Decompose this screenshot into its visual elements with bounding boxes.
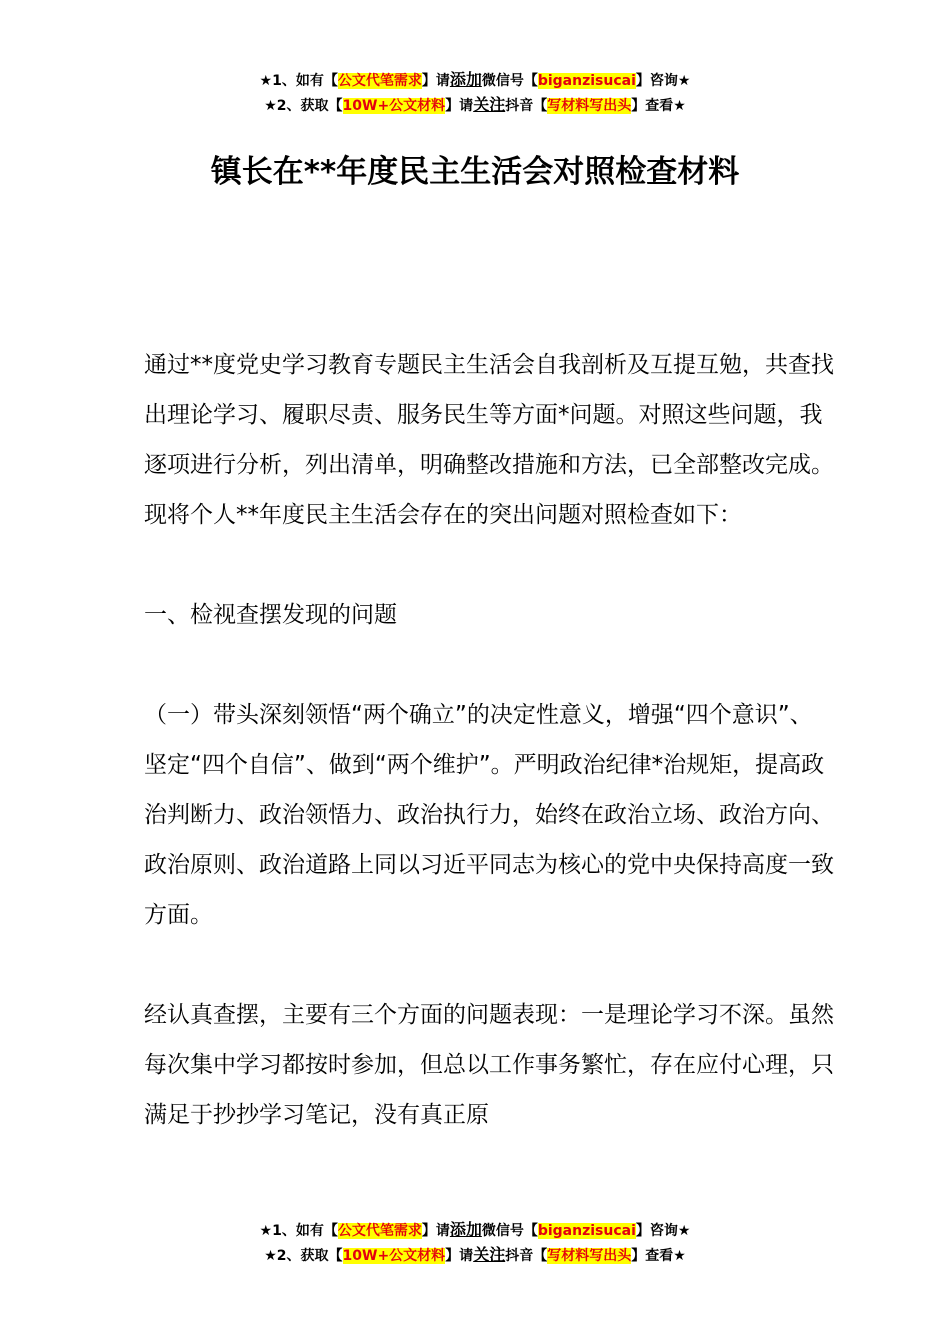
promo-text: 】咨询★	[635, 1223, 691, 1239]
promo-line-2	[0, 1243, 950, 1268]
promo-text: 微信号【	[481, 1223, 538, 1239]
promo-text: ★2、获取【	[264, 98, 343, 114]
document-title: 镇长在**年度民主生活会对照检查材料	[210, 154, 740, 190]
promo-text: 】请	[421, 73, 450, 89]
promo-emphasis: 关注	[473, 1245, 506, 1264]
promo-text: 】查看★	[631, 98, 686, 114]
promo-line-1	[0, 68, 950, 93]
promo-text: ★1、如有【	[259, 1223, 338, 1239]
paragraph-intro: 通过**度党史学习教育专题民主生活会自我剖析及互提互勉，共查找出理论学习、履职尽责、服务民生等方面*问题。对照这些问题，我逐项进行分析，列出清单，明确整改措施和方法，已全部整改完成。现将个人**年度民主生活会存在的突出问题对照检查如下：	[144, 352, 834, 528]
promo-text: ★1、如有【	[259, 73, 338, 89]
promo-text: 】请	[445, 1248, 474, 1264]
promo-text: 抖音【	[505, 98, 548, 114]
section-heading: 一、检视查摆发现的问题	[144, 602, 397, 628]
promo-text: 】咨询★	[635, 73, 691, 89]
promo-text: 】请	[445, 98, 474, 114]
promo-text: 】查看★	[631, 1248, 686, 1264]
promo-highlight: 公文代笔需求	[337, 1223, 422, 1239]
paragraph-subsection-1: （一）带头深刻领悟“两个确立”的决定性意义，增强“四个意识”、坚定“四个自信”、做到“两个维护”。严明政治纪律*治规矩，提高政治判断力、政治领悟力、政治执行力，始终在政治立场、政治方向、政治原则、政治道路上同以习近平同志为核心的党中央保持高度一致方面。	[144, 702, 834, 928]
promo-emphasis: 添加	[449, 70, 482, 89]
promo-highlight: 10W+公文材料	[342, 98, 446, 114]
promo-highlight: 10W+公文材料	[342, 1248, 446, 1264]
promo-highlight: 写材料写出头	[547, 98, 632, 114]
promo-text: 抖音【	[505, 1248, 548, 1264]
document-body	[144, 340, 834, 1190]
paragraph-findings: 经认真查摆，主要有三个方面的问题表现：一是理论学习不深。虽然每次集中学习都按时参加，但总以工作事务繁忙，存在应付心理，只满足于抄抄学习笔记，没有真正原	[144, 1002, 834, 1128]
promo-text: ★2、获取【	[264, 1248, 343, 1264]
promo-highlight: biganzisucai	[537, 73, 636, 89]
promo-highlight: 写材料写出头	[547, 1248, 632, 1264]
promo-highlight: 公文代笔需求	[337, 73, 422, 89]
promo-header	[0, 68, 950, 118]
promo-emphasis: 关注	[473, 95, 506, 114]
promo-text: 微信号【	[481, 73, 538, 89]
promo-emphasis: 添加	[449, 1220, 482, 1239]
promo-footer	[0, 1218, 950, 1268]
promo-line-1	[0, 1218, 950, 1243]
promo-text: 】请	[421, 1223, 450, 1239]
promo-line-2	[0, 93, 950, 118]
promo-highlight: biganzisucai	[537, 1223, 636, 1239]
